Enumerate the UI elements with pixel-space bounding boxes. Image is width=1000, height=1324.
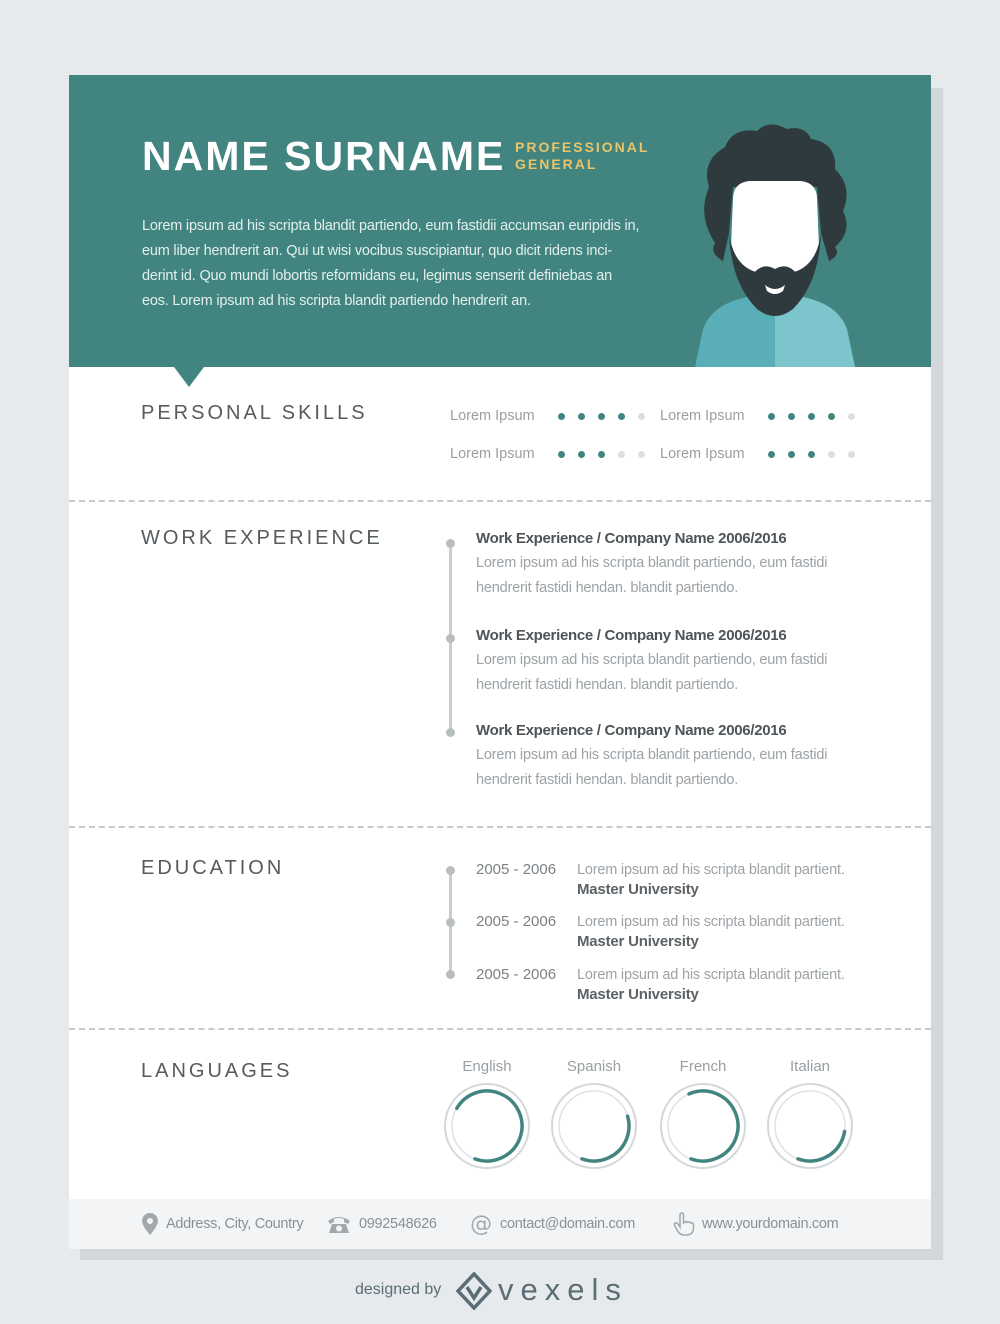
- language-item: [765, 1058, 855, 1173]
- skill-dot-filled: [788, 451, 795, 458]
- education-entry: [476, 861, 876, 905]
- work-entry-title: Work Experience / Company Name 2006/2016: [476, 627, 787, 644]
- skill-dot-empty: [848, 413, 855, 420]
- language-item: [658, 1058, 748, 1173]
- vexels-logo-icon: [456, 1272, 492, 1310]
- education-entry: [476, 966, 876, 1010]
- timeline-dot: [446, 634, 455, 643]
- skill-dot-filled: [558, 451, 565, 458]
- language-label: Spanish: [566, 1058, 622, 1075]
- ring-outline: [552, 1084, 636, 1168]
- ring-progress: [550, 1082, 638, 1170]
- skill-label: Lorem Ipsum: [450, 446, 535, 462]
- skill-rating: [768, 451, 855, 458]
- languages-title: LANGUAGES: [141, 1060, 293, 1082]
- work-entry-title: Work Experience / Company Name 2006/2016: [476, 530, 787, 547]
- education-school: Master University: [577, 881, 699, 898]
- skill-rating: [558, 451, 645, 458]
- job-title: [515, 139, 649, 173]
- education-description: Lorem ipsum ad his scripta blandit partient.: [577, 967, 845, 983]
- work-entry-description: Lorem ipsum ad his scripta blandit partiendo, eum fastidi hendrerit fastidi hendan. blandit partiendo.: [476, 747, 828, 788]
- contact-phone: [326, 1212, 437, 1236]
- header-pointer: [174, 367, 204, 387]
- address-text: Address, City, Country: [166, 1216, 304, 1232]
- ring-progress: [443, 1082, 531, 1170]
- education-school: Master University: [577, 933, 699, 950]
- job-title-line-1: PROFESSIONAL: [515, 139, 650, 155]
- education-years: 2005 - 2006: [476, 966, 557, 983]
- skill-dot-filled: [828, 413, 835, 420]
- language-label: English: [462, 1058, 512, 1075]
- language-item: [549, 1058, 639, 1173]
- timeline-dot: [446, 970, 455, 979]
- skill-dot-empty: [828, 451, 835, 458]
- contact-footer: [69, 1199, 931, 1249]
- skill-rating: [768, 413, 855, 420]
- language-item: [442, 1058, 532, 1173]
- skill-dot-empty: [638, 451, 645, 458]
- contact-email: [469, 1212, 635, 1236]
- contact-address: [141, 1212, 303, 1236]
- ring-outline: [661, 1084, 745, 1168]
- skill-dot-filled: [578, 451, 585, 458]
- skill-label: Lorem Ipsum: [450, 408, 535, 424]
- ring-progress: [659, 1082, 747, 1170]
- ring-outline: [768, 1084, 852, 1168]
- education-description: Lorem ipsum ad his scripta blandit partient.: [577, 914, 845, 930]
- ring-outline: [445, 1084, 529, 1168]
- skill-dot-filled: [768, 413, 775, 420]
- skill-dot-filled: [598, 451, 605, 458]
- section-divider: [69, 500, 931, 502]
- education-entry: [476, 913, 876, 957]
- location-pin-icon: [141, 1212, 159, 1236]
- at-sign-icon: [469, 1212, 493, 1236]
- work-entry: [476, 530, 866, 601]
- job-title-line-2: GENERAL: [515, 156, 598, 172]
- skill-item: [660, 408, 870, 428]
- ring-progress: [766, 1082, 854, 1170]
- skill-dot-filled: [578, 413, 585, 420]
- brand-name: vexels: [498, 1272, 628, 1307]
- timeline-dot: [446, 539, 455, 548]
- telephone-icon: [326, 1214, 352, 1234]
- work-entry-description: Lorem ipsum ad his scripta blandit partiendo, eum fastidi hendrerit fastidi hendan. blandit partiendo.: [476, 652, 828, 693]
- work-title: WORK EXPERIENCE: [141, 527, 383, 549]
- language-label: French: [679, 1058, 727, 1075]
- resume-header: [69, 75, 931, 367]
- skill-label: Lorem Ipsum: [660, 408, 745, 424]
- skill-dot-empty: [618, 451, 625, 458]
- designer-credit: [355, 1272, 655, 1312]
- language-label: Italian: [789, 1058, 831, 1075]
- work-entry: [476, 627, 866, 698]
- website-text: www.yourdomain.com: [702, 1216, 839, 1232]
- phone-text: 0992548626: [359, 1216, 437, 1232]
- skill-dot-empty: [638, 413, 645, 420]
- credit-text: designed by: [355, 1281, 442, 1298]
- education-years: 2005 - 2006: [476, 861, 557, 878]
- avatar-illustration: [695, 123, 855, 367]
- skill-item: [450, 446, 660, 466]
- profile-summary: Lorem ipsum ad his scripta blandit partiendo, eum fastidii accumsan euripidis in, eum liber hendrerit an. Qui ut wisi vocibus suscipiantur, quo dicit ridens inci-derint id. Quo mundi lobortis reformidans eu, legimus senserit definiebas an eos. Lorem ipsum ad his scripta blandit partiendo hendrerit an.: [142, 218, 640, 309]
- skill-dot-filled: [788, 413, 795, 420]
- work-entry-title: Work Experience / Company Name 2006/2016: [476, 722, 787, 739]
- skills-title: PERSONAL SKILLS: [141, 402, 368, 424]
- full-name: NAME SURNAME: [142, 133, 506, 179]
- education-title: EDUCATION: [141, 857, 285, 879]
- skill-item: [450, 408, 660, 428]
- timeline-dot: [446, 918, 455, 927]
- skill-dot-filled: [598, 413, 605, 420]
- skill-dot-filled: [558, 413, 565, 420]
- skill-dot-filled: [618, 413, 625, 420]
- skill-item: [660, 446, 870, 466]
- section-divider: [69, 1028, 931, 1030]
- language-progress-ring: [443, 1082, 531, 1170]
- education-description: Lorem ipsum ad his scripta blandit partient.: [577, 862, 845, 878]
- resume-sheet: [69, 75, 931, 1249]
- work-entry-description: Lorem ipsum ad his scripta blandit partiendo, eum fastidi hendrerit fastidi hendan. blandit partiendo.: [476, 555, 828, 596]
- skill-dot-filled: [808, 413, 815, 420]
- work-entry: [476, 722, 866, 793]
- timeline-dot: [446, 866, 455, 875]
- education-years: 2005 - 2006: [476, 913, 557, 930]
- timeline-dot: [446, 728, 455, 737]
- language-progress-ring: [659, 1082, 747, 1170]
- email-text: contact@domain.com: [500, 1216, 636, 1232]
- education-school: Master University: [577, 986, 699, 1003]
- skill-label: Lorem Ipsum: [660, 446, 745, 462]
- svg-text:@: @: [470, 1212, 492, 1236]
- language-progress-ring: [766, 1082, 854, 1170]
- skill-rating: [558, 413, 645, 420]
- skill-dot-filled: [768, 451, 775, 458]
- language-progress-ring: [550, 1082, 638, 1170]
- pointer-hand-icon: [673, 1212, 695, 1236]
- skill-dot-filled: [808, 451, 815, 458]
- section-divider: [69, 826, 931, 828]
- contact-website: [673, 1212, 838, 1236]
- skill-dot-empty: [848, 451, 855, 458]
